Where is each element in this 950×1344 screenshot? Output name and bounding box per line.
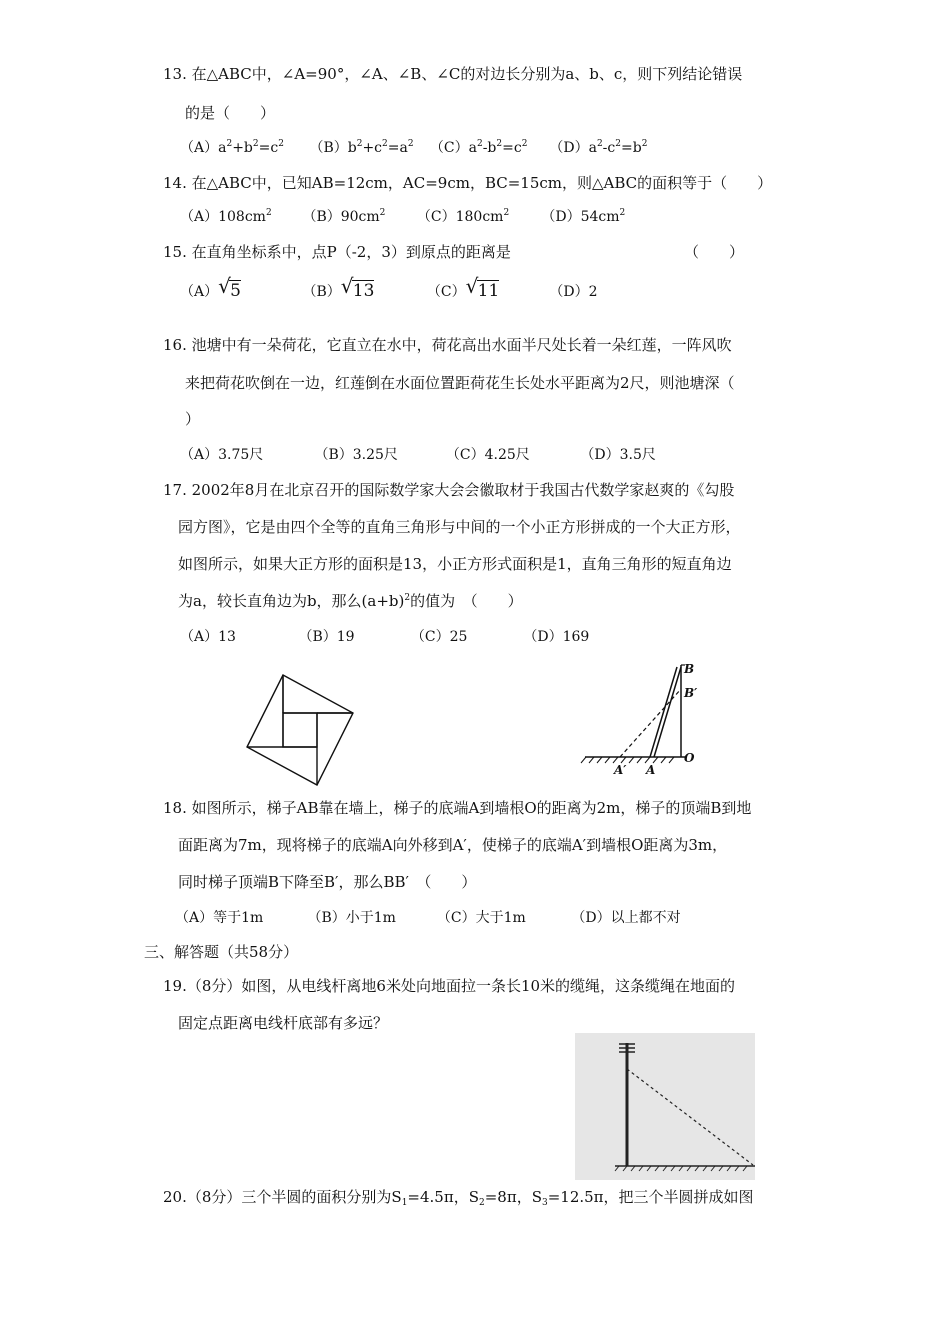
- q18-line2: 面距离为7m，现将梯子的底端A向外移到A′，使梯子的底端A′到墙根O距离为3m，: [178, 836, 728, 854]
- q19-line2: 固定点距离电线杆底部有多远？: [178, 1014, 389, 1032]
- ladder-figure: [580, 657, 720, 782]
- q16-line2: 来把荷花吹倒在一边，红莲倒在水面位置距荷花生长处水平距离为2尺，则池塘深（: [185, 374, 735, 392]
- q17-line3: 如图所示，如果大正方形的面积是13，小正方形式面积是1，直角三角形的短直角边: [178, 555, 732, 573]
- q17-option-d: （D）169: [523, 629, 590, 645]
- q13-line1: 13. 在△ABC中，∠A=90°，∠A、∠B、∠C的对边长分别为a、b、c，则下列结论错误: [163, 65, 743, 83]
- q13-option-b: $(B)b^2+c^2=a^2$: [309, 139, 414, 156]
- q16-line3: ）: [185, 410, 201, 428]
- q16-options: [180, 444, 656, 464]
- q17-option-b: （B）19: [298, 629, 355, 645]
- q14-option-b: $(B)90cm^2$: [302, 208, 386, 225]
- q13-option-c: $(C)a^2-b^2=c^2$: [429, 139, 528, 156]
- q20-line1: 20.（8分）三个半圆的面积分别为$S_1=4.5\pi$，$S_2=8\pi$，$S_3=12.5\pi$，把三个半圆拼成如图: [163, 1188, 754, 1208]
- q14-option-d: $(D)54cm^2$: [541, 208, 626, 225]
- q19-line1: 19.（8分）如图，从电线杆离地6米处向地面拉一条长10米的缆绳，这条缆绳在地面的: [163, 977, 736, 995]
- q14-options: [180, 206, 625, 226]
- q13-option-d: $(D)a^2-c^2=b^2$: [549, 139, 648, 156]
- q16-option-c: （C）4.25尺: [445, 447, 530, 463]
- sqrt-symbol: √: [218, 274, 231, 298]
- q17-option-c: （C）25: [410, 629, 468, 645]
- q16-option-b: （B）3.25尺: [314, 447, 398, 463]
- q13-options: [180, 137, 647, 157]
- q18-option-a: （A）等于1m: [175, 910, 264, 926]
- label-b-prime: B′: [684, 686, 698, 700]
- label-b: B: [684, 662, 695, 676]
- q14-line1: 14. 在△ABC中，已知AB=12cm，AC=9cm，BC=15cm，则△ABC的面积等于（ ）: [163, 174, 773, 192]
- q15-line1: 15. 在直角坐标系中，点P（-2，3）到原点的距离是: [163, 243, 511, 261]
- q13-line2: 的是（ ）: [185, 104, 276, 122]
- q18-line1: 18. 如图所示，梯子AB靠在墙上，梯子的底端A到墙根O的距离为2m，梯子的顶端B到地: [163, 799, 752, 817]
- q15-option-c: （C） √ 11: [426, 274, 500, 301]
- q17-line2: 园方图》，它是由四个全等的直角三角形与中间的一个小正方形拼成的一个大正方形，: [178, 518, 741, 536]
- sqrt-symbol: √: [465, 274, 479, 298]
- sqrt-symbol: √: [340, 274, 354, 298]
- ladder-a2b2: [620, 689, 681, 757]
- q18-option-c: （C）大于1m: [436, 910, 526, 926]
- q17-line4: 为a，较长直角边为b，那么$(a+b)^2$的值为 （ ）: [178, 592, 523, 610]
- q15-option-a: （A） √ 5: [180, 274, 241, 301]
- q16-line1: 16. 池塘中有一朵荷花，它直立在水中，荷花高出水面半尺处长着一朵红莲，一阵风吹: [163, 336, 732, 354]
- q15-options: [180, 274, 598, 301]
- q15-paren: （ ）: [684, 243, 745, 261]
- q18-line3: 同时梯子顶端B下降至B′，那么BB′ （ ）: [178, 873, 477, 891]
- q16-option-d: （D）3.5尺: [580, 447, 656, 463]
- section-3-heading: 三、解答题（共58分）: [144, 943, 299, 961]
- label-a-prime: A′: [614, 763, 627, 777]
- zhao-shuang-square-figure: [240, 670, 360, 790]
- q17-option-a: （A）13: [180, 629, 236, 645]
- q18-option-b: （B）小于1m: [307, 910, 396, 926]
- q16-option-a: （A）3.75尺: [180, 447, 264, 463]
- q18-option-d: （D）以上都不对: [571, 910, 681, 926]
- q15-option-b: （B） √ 13: [302, 274, 375, 301]
- utility-pole-figure: [575, 1033, 755, 1180]
- q15-option-d: （D）2: [549, 284, 598, 300]
- q17-line1: 17. 2002年8月在北京召开的国际数学家大会会徽取材于我国古代数学家赵爽的《勾股: [163, 481, 735, 499]
- ground-hatching: [581, 757, 674, 763]
- q14-option-a: $(A)108cm^2$: [180, 208, 272, 225]
- label-o: O: [684, 751, 695, 765]
- q18-options: [175, 907, 681, 927]
- label-a: A: [646, 763, 656, 777]
- q13-option-a: $(A)a^2+b^2=c^2$: [180, 139, 284, 156]
- q17-options: [180, 626, 589, 646]
- ladder-ab: [650, 667, 677, 757]
- q14-option-c: $(C)180cm^2$: [416, 208, 510, 225]
